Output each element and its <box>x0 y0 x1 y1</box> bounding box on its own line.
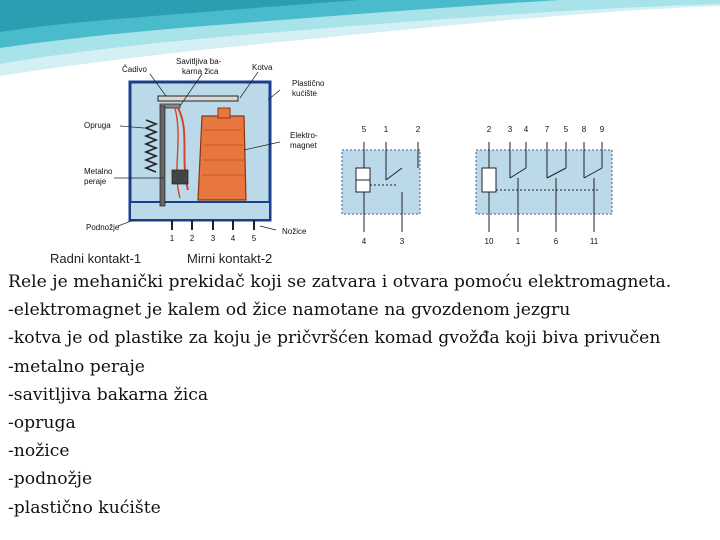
label-elektro-2: magnet <box>290 141 317 150</box>
text-line: -elektromagnet je kalem od žice namotane na gvozdenom jezgru <box>8 300 571 321</box>
schematic-1-pin-number: 3 <box>399 237 405 246</box>
schematic-1-pin-number: 2 <box>415 125 421 134</box>
text-line: Rele je mehanički prekidač koji se zatvara i otvara pomoću elektromagneta. <box>8 272 672 292</box>
electromagnet <box>198 116 246 200</box>
relay-pin-number: 5 <box>251 234 257 243</box>
schematic-1-pin-number: 1 <box>383 125 389 134</box>
caption-rest-contact: Mirni kontakt-2 <box>187 251 273 266</box>
text-line: -opruga <box>8 413 76 434</box>
body-text <box>8 268 714 522</box>
label-podnozje: Podnožje <box>86 223 120 232</box>
relay-diagram <box>80 50 620 250</box>
label-plasticno-2: kućište <box>292 89 317 98</box>
caption-working-contact: Radni kontakt-1 <box>50 251 142 266</box>
schematic-2-pin-number: 5 <box>563 125 569 134</box>
schematic-1-pin-number: 5 <box>361 125 367 134</box>
label-opruga: Opruga <box>84 121 111 130</box>
schematic-2-pin-number: 7 <box>544 125 550 134</box>
text-line: -podnožje <box>8 469 93 490</box>
label-cadivo: Čadivo <box>122 65 147 74</box>
text-line: -savitljiva bakarna žica <box>8 384 209 405</box>
contact-strip <box>158 96 238 101</box>
contact-block <box>172 170 188 184</box>
schematic-2-pin-number: 11 <box>589 237 599 246</box>
text-line: -kotva je od plastike za koju je pričvršćen komad gvožđa koji biva privučen <box>8 328 661 349</box>
relay-figure <box>80 50 620 250</box>
label-elektro-1: Elektro- <box>290 131 318 140</box>
text-line: -plastično kućište <box>8 497 161 518</box>
schematic-2-coil <box>482 168 496 192</box>
relay-base <box>130 202 270 220</box>
schematic-2-pin-number: 6 <box>553 237 559 246</box>
label-nozice: Nožice <box>282 227 307 236</box>
label-savitljiva-2: karna žica <box>182 67 219 76</box>
schematic-2-pin-number: 1 <box>515 237 521 246</box>
schematic-2-pin-number: 8 <box>581 125 587 134</box>
text-line: -nožice <box>8 441 70 462</box>
label-savitljiva-1: Savitljiva ba- <box>176 57 222 66</box>
schematic-1 <box>342 150 420 214</box>
label-metalno-2: peraje <box>84 177 107 186</box>
relay-pin-number: 2 <box>189 234 195 243</box>
schematic-2-pin-number: 9 <box>599 125 605 134</box>
schematic-2-pin-number: 3 <box>507 125 513 134</box>
metal-contact <box>160 106 165 206</box>
schematic-2-pin-number: 4 <box>523 125 529 134</box>
label-kotva: Kotva <box>252 63 273 72</box>
label-plasticno-1: Plastično <box>292 79 325 88</box>
schematic-1-pin-number: 4 <box>361 237 367 246</box>
relay-pin-number: 4 <box>230 234 236 243</box>
text-line: -metalno peraje <box>8 356 145 377</box>
schematic-2-pin-number: 2 <box>486 125 492 134</box>
relay-pin-number: 1 <box>169 234 175 243</box>
schematic-2-pin-number: 10 <box>484 237 494 246</box>
relay-pin-number: 3 <box>210 234 216 243</box>
label-metalno-1: Metalno <box>84 167 113 176</box>
